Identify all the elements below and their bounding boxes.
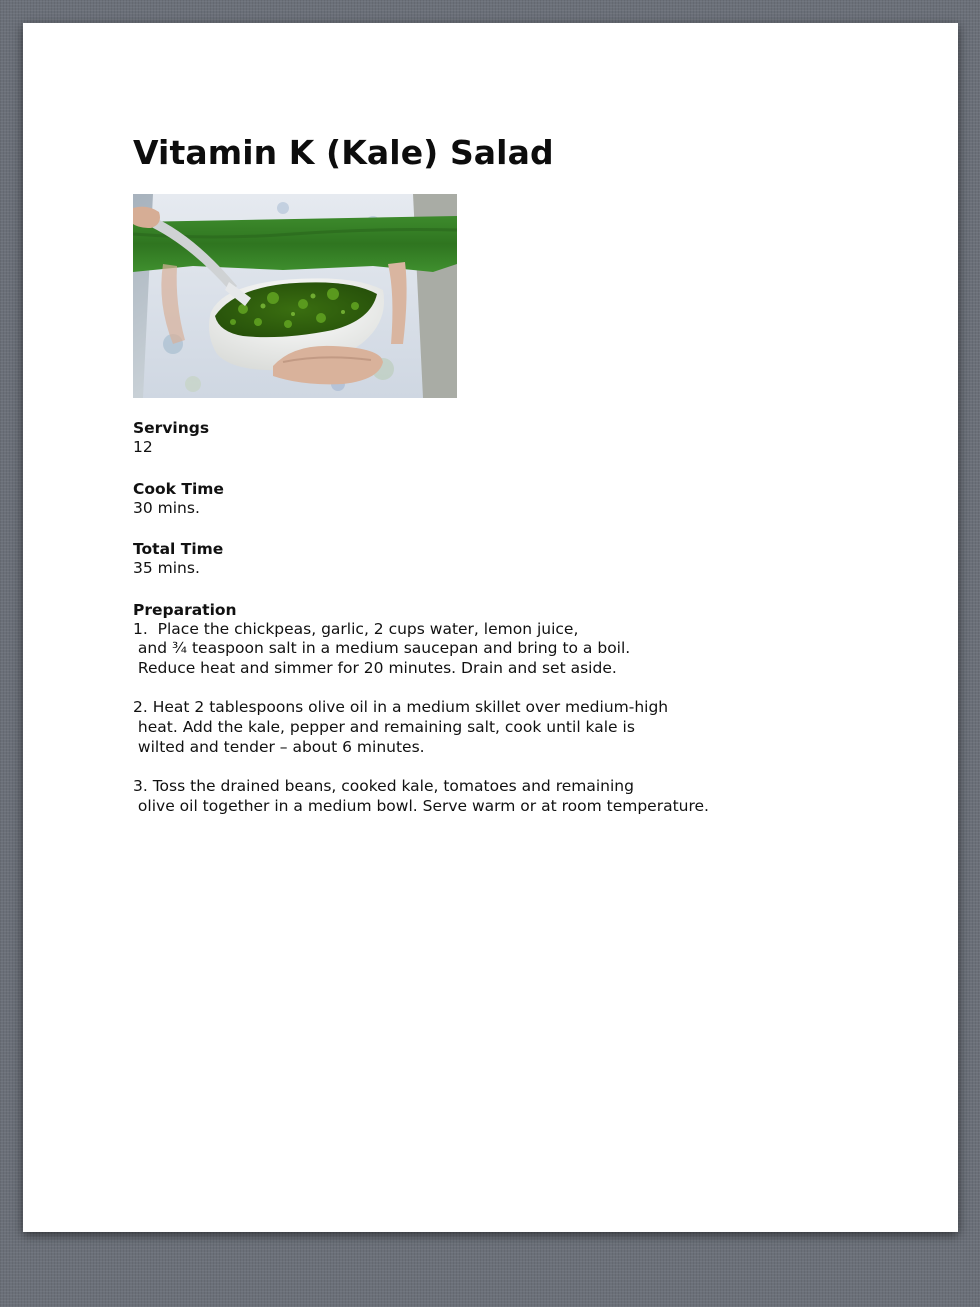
servings-section bbox=[133, 418, 893, 458]
cook-time-value: 30 mins. bbox=[133, 498, 200, 517]
servings-label: Servings bbox=[133, 419, 210, 437]
page-title: Vitamin K (Kale) Salad bbox=[133, 133, 554, 172]
cook-time-section bbox=[133, 479, 893, 519]
preparation-label: Preparation bbox=[133, 600, 237, 619]
preparation-step: 2. Heat 2 tablespoons olive oil in a medium skillet over medium-high heat. Add the kale, pepper and remaining salt, cook until kale is wilted and tender – about 6 minutes. bbox=[133, 698, 669, 756]
total-time-label: Total Time bbox=[133, 540, 224, 558]
kale-salad-photo bbox=[133, 194, 457, 398]
cook-time-label: Cook Time bbox=[133, 479, 224, 498]
servings-value: 12 bbox=[133, 438, 153, 456]
preparation-section bbox=[133, 600, 893, 817]
recipe-content bbox=[133, 131, 893, 817]
preparation-step: 1. Place the chickpeas, garlic, 2 cups water, lemon juice, and ¾ teaspoon salt in a medium saucepan and bring to a boil. Reduce heat and simmer for 20 minutes. Drain and set aside. bbox=[133, 619, 631, 677]
document-page bbox=[23, 23, 958, 1232]
total-time-section bbox=[133, 539, 893, 579]
total-time-value: 35 mins. bbox=[133, 559, 200, 577]
preparation-steps bbox=[133, 620, 893, 817]
preparation-step: 3. Toss the drained beans, cooked kale, tomatoes and remaining olive oil together in a medium bowl. Serve warm or at room temperature. bbox=[133, 777, 709, 815]
